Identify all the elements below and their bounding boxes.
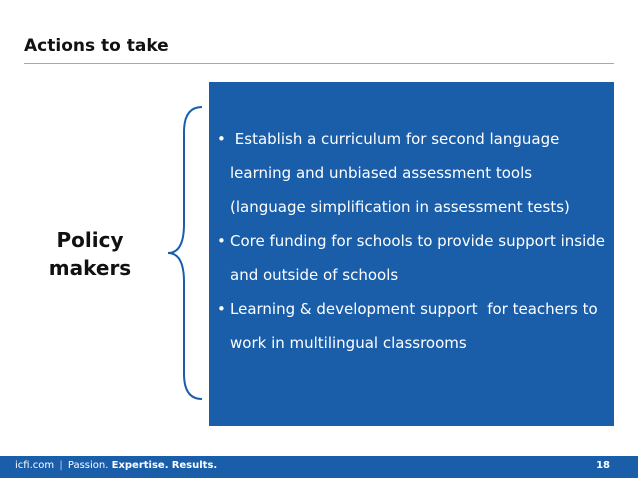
bullet-list [217,122,610,360]
bullet-text: Establish a curriculum for second language learning and unbiased assessment tools (language simplification in assessment tests) [230,130,570,216]
footer-tagline-passion: Passion. [67,460,109,471]
content-box [209,82,614,426]
title-divider [24,63,614,64]
footer-tagline-expertise: Expertise. [111,460,169,471]
bullet-text: Core funding for schools to provide support inside and outside of schools [230,232,610,284]
bullet-marker: • [217,130,226,148]
footer-site: icfi.com [15,460,55,471]
side-label-line1: Policy [56,228,124,252]
page-number: 18 [596,460,610,471]
bullet-item [217,292,606,360]
bullet-text: Learning & development support for teachers to work in multilingual classrooms [230,300,603,352]
slide-title: Actions to take [24,36,169,56]
side-label-line2: makers [48,256,132,280]
side-label [30,226,150,282]
curly-brace-icon [164,104,208,402]
bullet-marker: • [217,232,226,250]
footer-brand [15,460,217,471]
bullet-item [217,122,606,224]
footer-bar [0,456,638,478]
footer-separator: | [59,460,63,471]
bullet-marker: • [217,300,226,318]
footer-tagline-results: Results. [171,460,218,471]
bullet-item [217,224,610,292]
